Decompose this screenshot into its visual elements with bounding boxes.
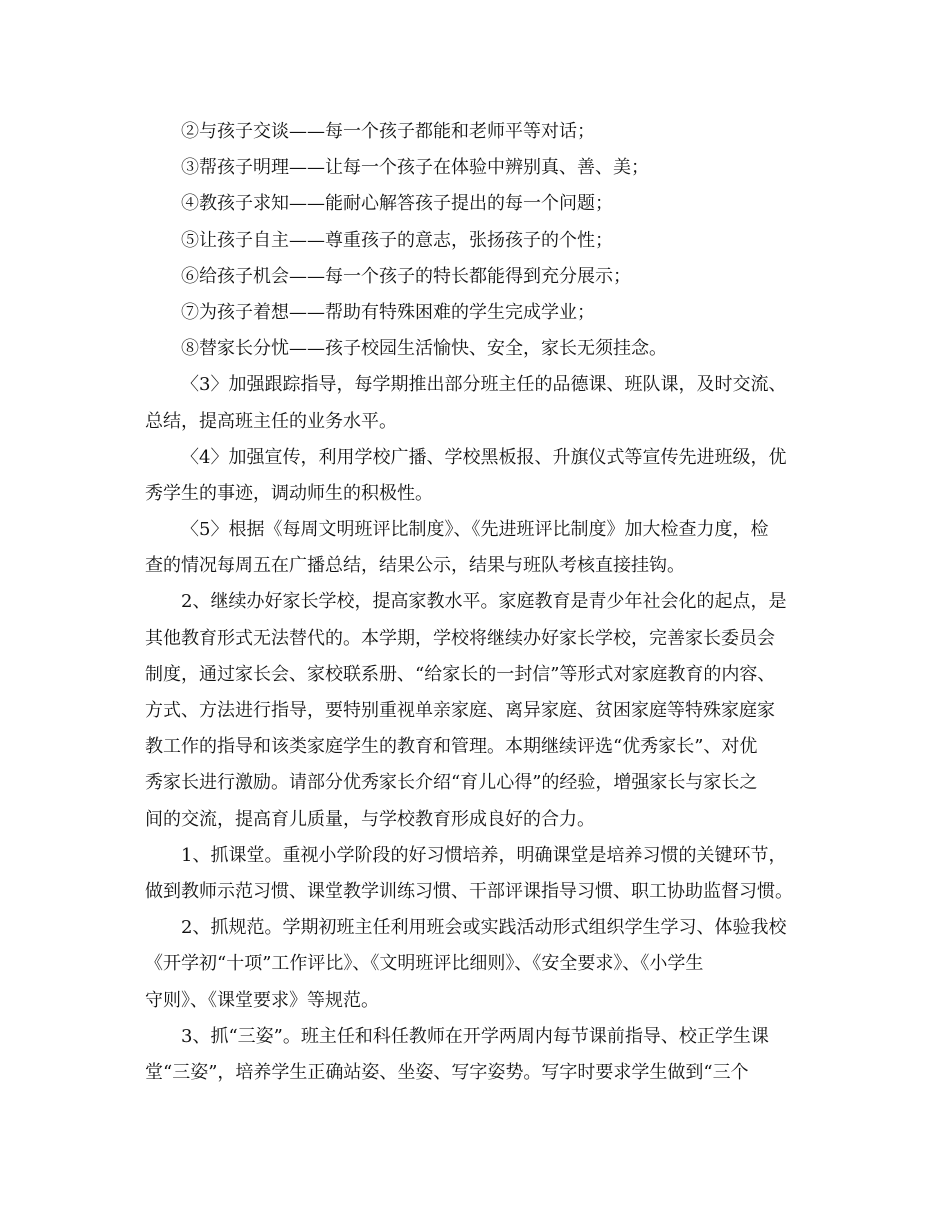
document-body	[145, 114, 810, 1091]
paragraph-line: 3、抓“三姿”。班主任和科任教师在开学两周内每节课前指导、校正学生课	[181, 1025, 769, 1047]
paragraph-line: 〈5〉根据《每周文明班评比制度》、《先进班评比制度》加大检查力度，检	[181, 519, 769, 541]
paragraph-line: 〈4〉加强宣传，利用学校广播、学校黑板报、升旗仪式等宣传先进班级，优	[181, 446, 787, 468]
paragraph-line: 教工作的指导和该类家庭学生的教育和管理。本期继续评选“优秀家长”、对优	[145, 736, 758, 758]
paragraph-publicity	[145, 440, 810, 512]
paragraph-parent-school	[145, 584, 810, 837]
paragraph-line: 守则》、《课堂要求》等规范。	[145, 989, 379, 1011]
paragraph-line: 做到教师示范习惯、课堂教学训练习惯、干部评课指导习惯、职工协助监督习惯。	[145, 880, 793, 902]
list-item: ⑧替家长分忧——孩子校园生活愉快、安全，家长无须挂念。	[181, 338, 667, 360]
paragraph-line: 方式、方法进行指导，要特别重视单亲家庭、离异家庭、贫困家庭等特殊家庭家	[145, 700, 775, 721]
list-item: ④教孩子求知——能耐心解答孩子提出的每一个问题；	[181, 193, 613, 215]
paragraph-norms	[145, 910, 810, 1019]
paragraph-line: 1、抓课堂。重视小学阶段的好习惯培养，明确课堂是培养习惯的关键环节，	[181, 844, 787, 866]
list-item: ③帮孩子明理——让每一个孩子在体验中辨别真、善、美；	[181, 157, 649, 179]
paragraph-line: 间的交流，提高育儿质量，与学校教育形成良好的合力。	[145, 808, 595, 830]
paragraph-line: 2、抓规范。学期初班主任利用班会或实践活动形式组织学生学习、体验我校	[181, 917, 787, 939]
paragraph-line: 查的情况每周五在广播总结，结果公示，结果与班队考核直接挂钩。	[145, 555, 685, 577]
paragraph-line: 总结，提高班主任的业务水平。	[145, 410, 397, 432]
list-item: ⑤让孩子自主——尊重孩子的意志，张扬孩子的个性；	[181, 229, 613, 251]
paragraph-line: 堂“三姿”，培养学生正确站姿、坐姿、写字姿势。写字时要求学生做到“三个	[145, 1061, 749, 1083]
paragraph-inspection	[145, 512, 810, 584]
list-item: ②与孩子交谈——每一个孩子都能和老师平等对话；	[181, 121, 595, 142]
paragraph-classroom	[145, 838, 810, 910]
paragraph-line: 2、继续办好家长学校，提高家教水平。家庭教育是青少年社会化的起点，是	[181, 591, 787, 613]
paragraph-three-postures	[145, 1019, 810, 1091]
paragraph-line: 其他教育形式无法替代的。本学期，学校将继续办好家长学校，完善家长委员会	[145, 627, 775, 649]
list-item: ⑦为孩子着想——帮助有特殊困难的学生完成学业；	[181, 301, 595, 323]
paragraph-line: 制度，通过家长会、家校联系册、“给家长的一封信”等形式对家庭教育的内容、	[145, 663, 776, 685]
paragraph-line: 秀家长进行激励。请部分优秀家长介绍“育儿心得”的经验，增强家长与家长之	[145, 772, 758, 794]
paragraph-line: 《开学初“十项”工作评比》、《文明班评比细则》、《安全要求》、《小学生	[145, 953, 704, 975]
paragraph-tracking-guidance	[145, 367, 810, 439]
paragraph-line: 〈3〉加强跟踪指导，每学期推出部分班主任的品德课、班队课，及时交流、	[181, 374, 787, 396]
list-item: ⑥给孩子机会——每一个孩子的特长都能得到充分展示；	[181, 265, 631, 287]
paragraph-line: 秀学生的事迹，调动师生的积极性。	[145, 482, 433, 504]
